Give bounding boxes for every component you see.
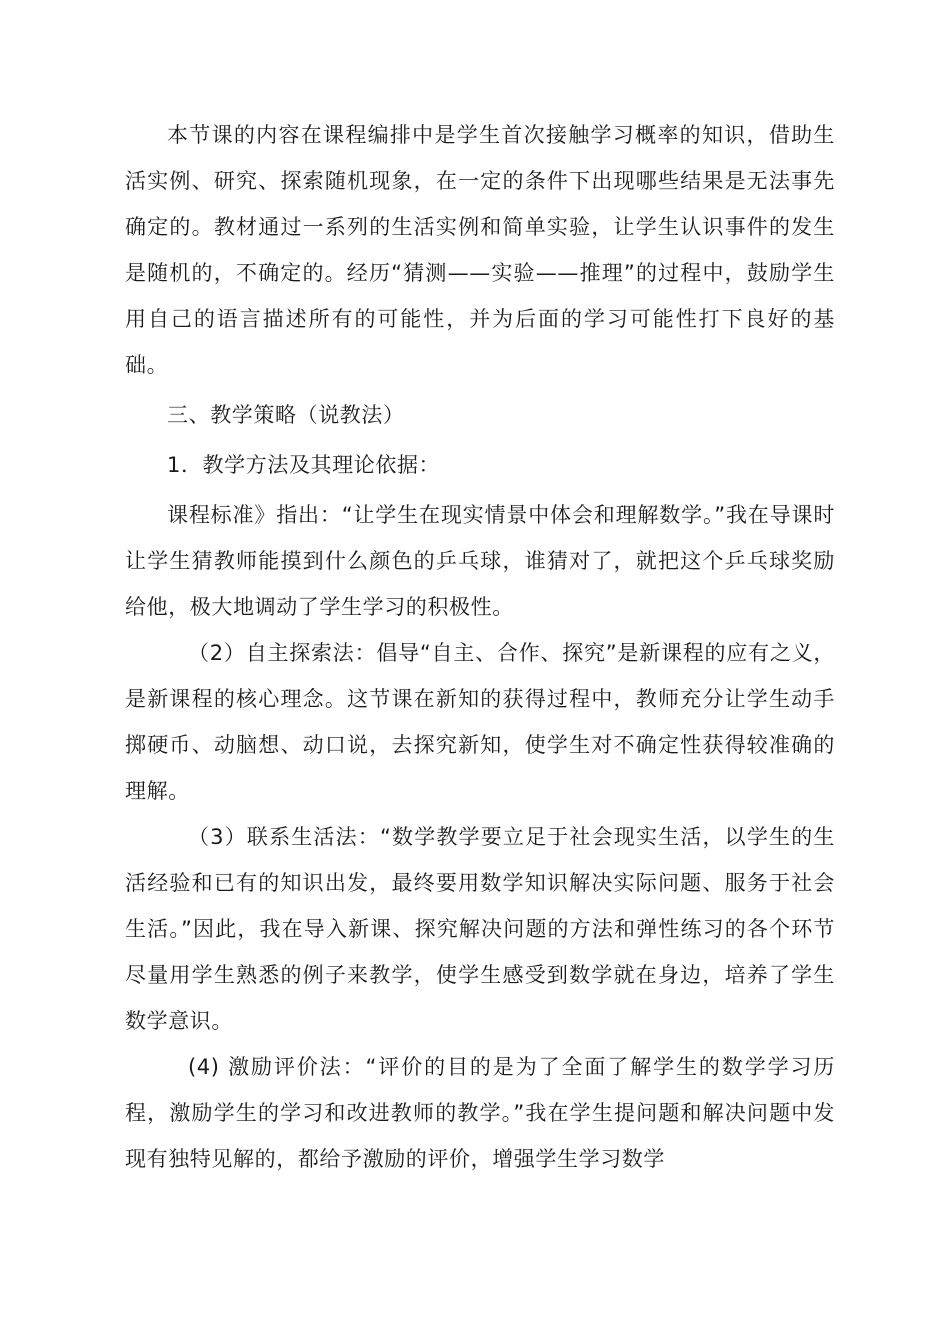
paragraph-life-connection: （3）联系生活法：“数学教学要立足于社会现实生活，以学生的生活经验和已有的知识出发，最终要用数学知识解决实际问题、服务于社会生活。”因此，我在导入新课、探究解决问题的方法和弹性练习的各个环节尽量用学生熟悉的例子来教学，使学生感受到数学就在身边，培养了学生数学意识。 xyxy=(125,825,835,1033)
section-heading-teaching-strategy: 三、教学策略（说教法） xyxy=(167,403,405,427)
subheading-teaching-methods: 1．教学方法及其理论依据： xyxy=(167,453,441,477)
document-body xyxy=(125,112,835,1182)
paragraph-intro: 本节课的内容在课程编排中是学生首次接触学习概率的知识，借助生活实例、研究、探索随机现象，在一定的条件下出现哪些结果是无法事先确定的。教材通过一系列的生活实例和简单实验，让学生认识事件的发生是随机的，不确定的。经历“猜测——实验——推理”的过程中，鼓励学生用自己的语言描述所有的可能性，并为后面的学习可能性打下良好的基础。 xyxy=(125,123,835,377)
paragraph-self-exploration: （2）自主探索法：倡导“自主、合作、探究”是新课程的应有之义，是新课程的核心理念。这节课在新知的获得过程中，教师充分让学生动手掷硬币、动脑想、动口说，去探究新知，使学生对不确定性获得较准确的理解。 xyxy=(125,641,835,803)
paragraph-incentive-evaluation: (4) 激励评价法：“评价的目的是为了全面了解学生的数学学习历程，激励学生的学习和改进教师的教学。”我在学生提问题和解决问题中发现有独特见解的，都给予激励的评价，增强学生学习数学 xyxy=(125,1055,835,1171)
paragraph-curriculum-standard: 课程标准》指出：“让学生在现实情景中体会和理解数学。”我在导课时让学生猜教师能摸到什么颜色的乒乓球，谁猜对了，就把这个乒乓球奖励给他，极大地调动了学生学习的积极性。 xyxy=(125,503,835,619)
